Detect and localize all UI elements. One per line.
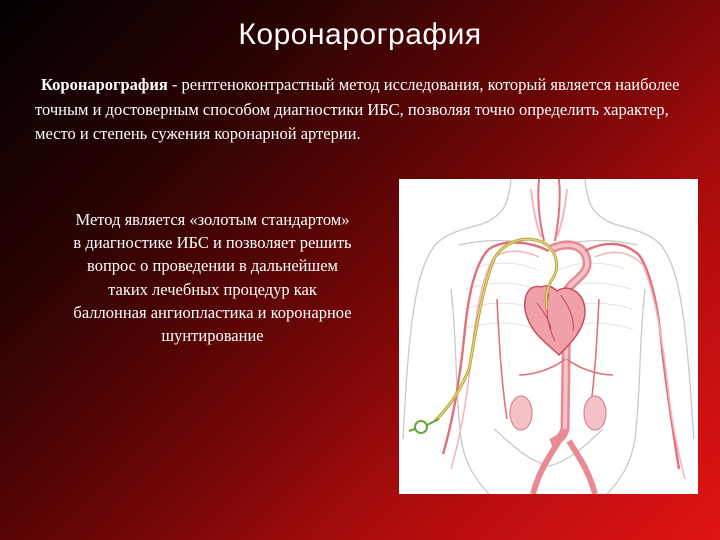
- method-paragraph: Метод является «золотым стандартом» в диагностике ИБС и позволяет решить вопрос о проведении в дальнейшем таких лечебных процедур как баллонная ангиопластика и коронарное шунтирование: [73, 210, 352, 346]
- catheter-hub: [409, 419, 439, 433]
- slide-title: Коронарография: [238, 18, 482, 51]
- definition-text: - рентгеноконтрастный метод исследования, который является наиболее точным и достоверным способом диагностики ИБС, позволяя точно определить характер, место и степень сужения коронарной артерии.: [35, 75, 680, 143]
- right-kidney: [584, 396, 606, 430]
- vascular-system-diagram: [399, 179, 698, 494]
- carotid-arteries: [531, 179, 567, 241]
- angiography-illustration: [399, 179, 698, 494]
- heart: [525, 286, 585, 355]
- iliac-arteries: [533, 441, 595, 494]
- definition-paragraph: [35, 73, 695, 147]
- definition-term: Коронарография: [41, 75, 168, 94]
- left-kidney: [510, 396, 532, 430]
